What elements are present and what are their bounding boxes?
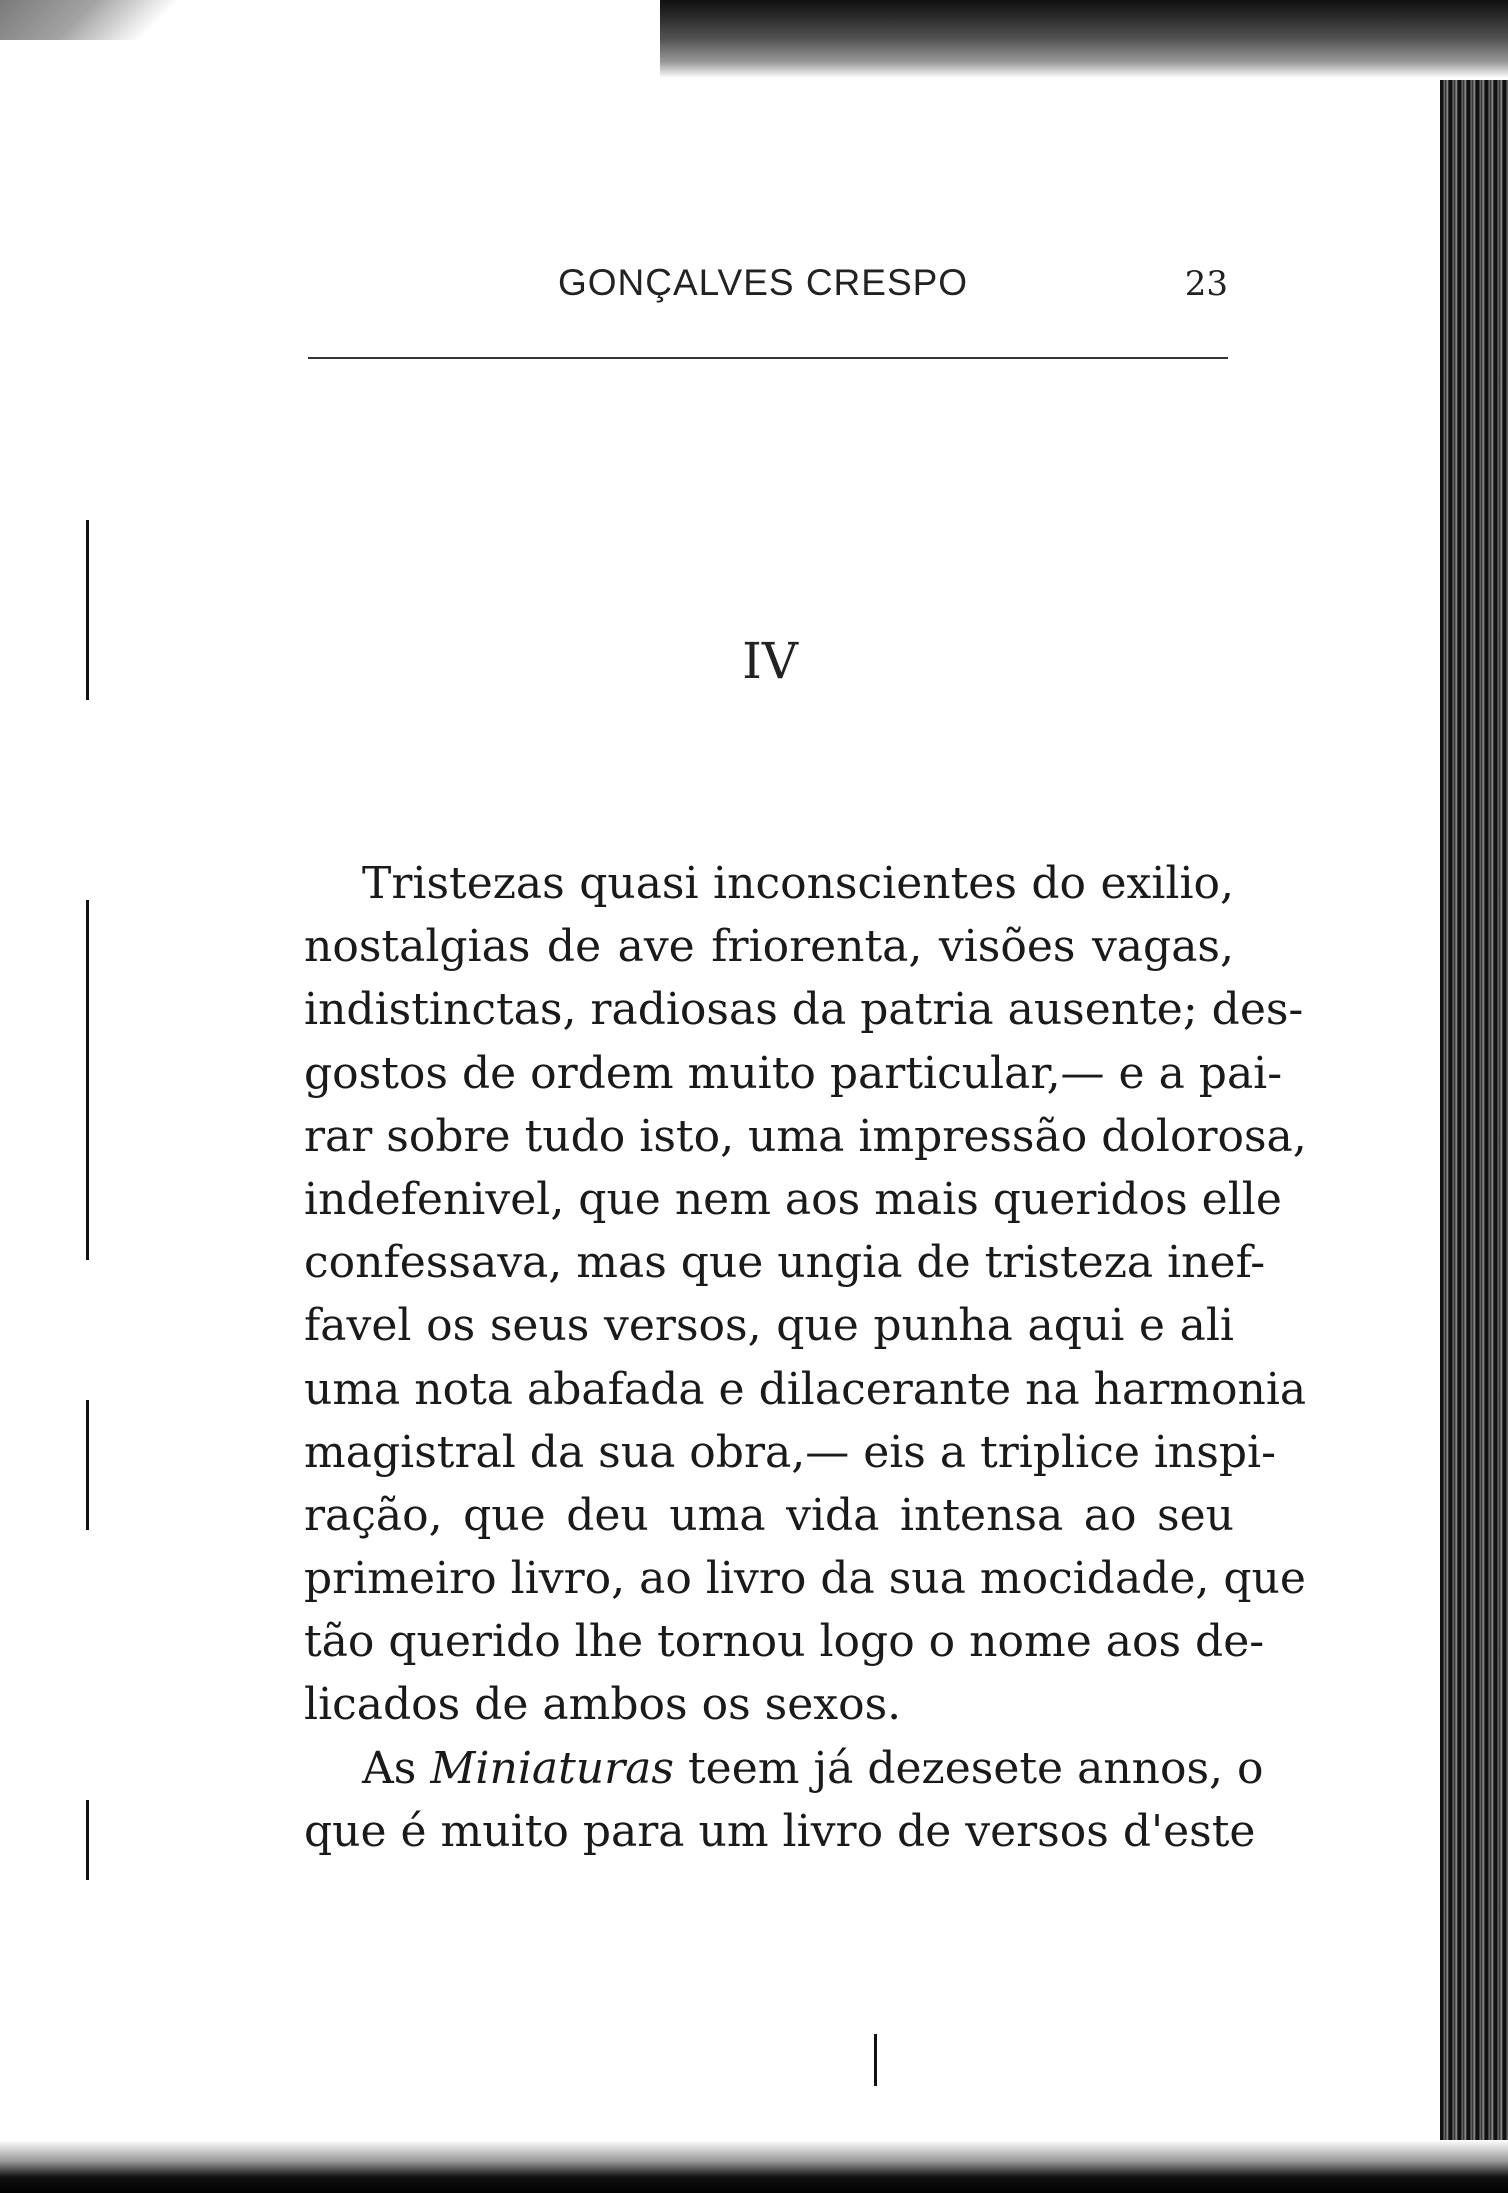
scan-page-edge-right [1440, 80, 1508, 2193]
text-line: licados de ambos os sexos. [304, 1679, 902, 1731]
running-title: GONÇALVES CRESPO [558, 262, 969, 303]
signature-mark [874, 2034, 877, 2086]
text-line: favel os seus versos, que punha aqui e ali [304, 1300, 1234, 1352]
text-line: rar sobre tudo isto, uma impressão dolorosa, [304, 1110, 1307, 1162]
text-line: confessava, mas que ungia de tristeza inef- [304, 1237, 1266, 1289]
scan-binding-shadow-top [660, 0, 1508, 78]
text-line: tão querido lhe tornou logo o nome aos de- [304, 1616, 1265, 1668]
text-line: Tristezas quasi inconscientes do exilio, [362, 858, 1234, 909]
paragraph-1 [304, 852, 1307, 1737]
text-line: que é muito para um livro de versos d'este [304, 1805, 1256, 1857]
text-line: ração, que deu uma vida intensa ao seu [304, 1489, 1234, 1541]
text-fragment: teem já dezesete annos, o [688, 1742, 1264, 1794]
text-fragment: As [362, 1742, 417, 1794]
text-line-with-italic [304, 1737, 1264, 1800]
page-number: 23 [1184, 264, 1228, 304]
running-head [308, 262, 1228, 312]
scan-margin-mark [86, 900, 89, 1260]
chapter-number: IV [742, 632, 798, 690]
text-line: indefenivel, que nem aos mais queridos elle [304, 1173, 1282, 1225]
text-line: gostos de ordem muito particular,— e a pai- [304, 1047, 1283, 1099]
scan-shadow-bottom [0, 2140, 1508, 2193]
scan-margin-mark [86, 1800, 89, 1880]
text-line: magistral da sua obra,— eis a triplice inspi- [304, 1426, 1276, 1478]
text-line: uma nota abafada e dilacerante na harmonia [304, 1363, 1307, 1415]
text-line: primeiro livro, ao livro da sua mocidade, que [304, 1553, 1306, 1605]
paragraph-2 [304, 1737, 1264, 1863]
book-title-italic: Miniaturas [430, 1742, 674, 1794]
text-line: indistinctas, radiosas da patria ausente; des- [304, 984, 1304, 1036]
header-rule [308, 357, 1228, 359]
body-text [304, 852, 1307, 1863]
scan-margin-mark [86, 1400, 89, 1530]
text-line: nostalgias de ave friorenta, visões vagas, [304, 921, 1234, 973]
scan-shadow-top-left [0, 0, 200, 40]
